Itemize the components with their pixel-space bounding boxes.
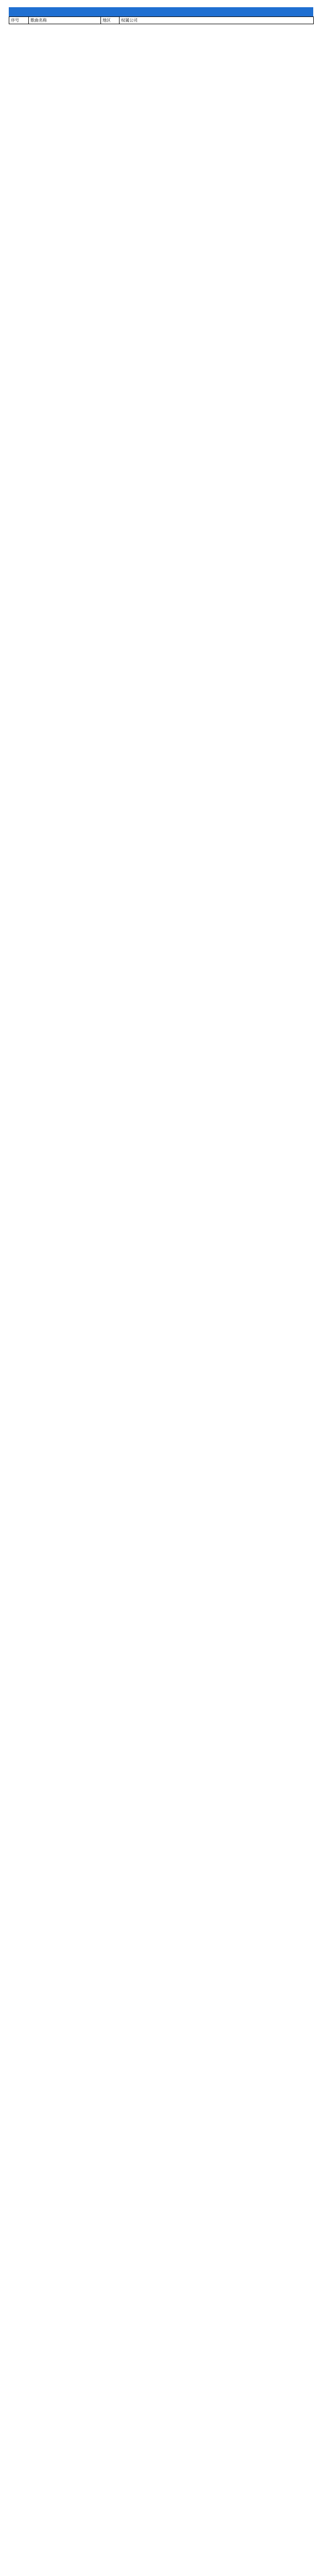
header-no: 序号 xyxy=(9,17,29,24)
song-table xyxy=(9,16,314,24)
header-row xyxy=(9,17,314,24)
header-region: 地区 xyxy=(101,17,120,24)
sheet-title-bar xyxy=(9,7,313,16)
header-song-name: 歌曲名称 xyxy=(29,17,101,24)
song-rights-sheet xyxy=(9,7,313,24)
header-company: 权属公司 xyxy=(120,17,314,24)
